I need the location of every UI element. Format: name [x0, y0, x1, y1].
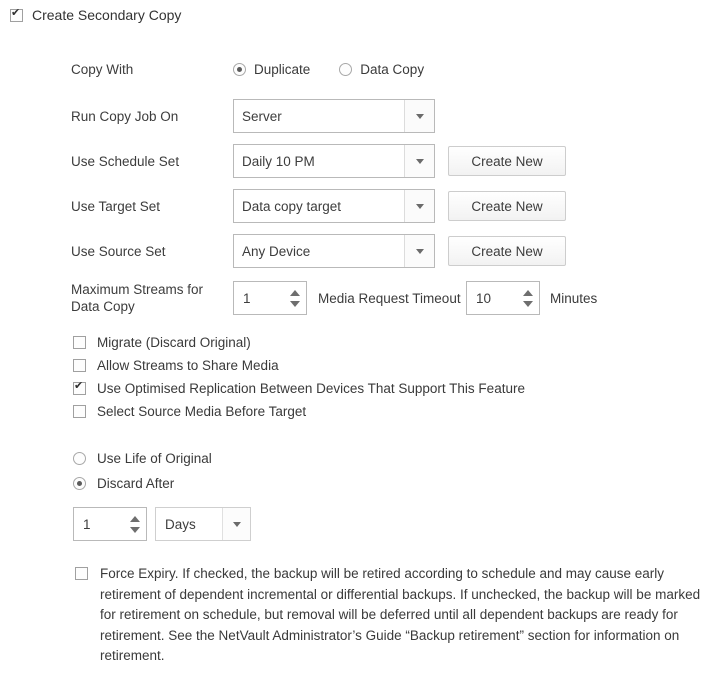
schedule-set-row — [71, 144, 691, 178]
create-new-source-set-button[interactable]: Create New — [448, 236, 566, 266]
option-allow-streams-share-media[interactable] — [73, 354, 525, 377]
retirement-option-label: Discard After — [97, 476, 175, 491]
copy-with-row — [71, 50, 691, 88]
checkbox-force-expiry[interactable] — [75, 567, 88, 580]
copy-with-option-data-copy[interactable] — [339, 62, 424, 77]
chevron-down-icon[interactable] — [404, 190, 434, 222]
max-streams-spin-buttons[interactable] — [288, 282, 302, 314]
discard-after-unit-select[interactable] — [155, 507, 251, 541]
copy-with-option-duplicate[interactable] — [233, 62, 310, 77]
radio-discard-after[interactable] — [73, 477, 86, 490]
copy-with-label: Copy With — [71, 61, 134, 77]
discard-after-unit-value: Days — [165, 516, 196, 532]
spinner-down-icon[interactable] — [290, 301, 300, 307]
secondary-copy-options-list — [73, 331, 525, 423]
max-streams-label: Maximum Streams for Data Copy — [71, 282, 204, 314]
media-request-timeout-label: Media Request Timeout — [318, 290, 461, 306]
media-request-timeout-value: 10 — [476, 290, 492, 306]
source-set-row — [71, 234, 691, 268]
retirement-option-label: Use Life of Original — [97, 451, 212, 466]
radio-duplicate-label: Duplicate — [254, 61, 311, 77]
target-set-label: Use Target Set — [71, 198, 161, 214]
media-request-timeout-stepper[interactable] — [466, 281, 540, 315]
schedule-set-label: Use Schedule Set — [71, 153, 180, 169]
checkbox-select-source-media-before-target[interactable] — [73, 405, 86, 418]
option-label: Use Optimised Replication Between Devices That Support This Feature — [97, 381, 525, 396]
retirement-option-use-life-of-original[interactable] — [73, 446, 212, 471]
run-copy-job-on-select[interactable] — [233, 99, 435, 133]
chevron-down-icon[interactable] — [222, 508, 250, 540]
create-secondary-copy-checkbox[interactable] — [10, 9, 23, 22]
media-request-timeout-unit: Minutes — [550, 290, 598, 306]
discard-after-value: 1 — [83, 516, 91, 532]
run-copy-job-on-label: Run Copy Job On — [71, 108, 179, 124]
target-set-select[interactable] — [233, 189, 435, 223]
checkbox-use-optimised-replication[interactable] — [73, 382, 86, 395]
checkbox-allow-streams-share-media[interactable] — [73, 359, 86, 372]
chevron-down-icon[interactable] — [404, 235, 434, 267]
media-request-timeout-spin-buttons[interactable] — [521, 282, 535, 314]
spinner-up-icon[interactable] — [290, 290, 300, 296]
max-streams-value: 1 — [243, 290, 251, 306]
checkbox-migrate-discard-original[interactable] — [73, 336, 86, 349]
radio-use-life-of-original[interactable] — [73, 452, 86, 465]
target-set-row — [71, 189, 691, 223]
run-copy-job-on-row — [71, 99, 691, 133]
schedule-set-value: Daily 10 PM — [242, 153, 315, 169]
spinner-down-icon[interactable] — [523, 301, 533, 307]
force-expiry-description: Force Expiry. If checked, the backup will be retired according to schedule and may cause early retirement of dependent incremental or differential backups. If unchecked, the backup will be marked for retirement on schedule, but removal will be deferred until all dependent backups are ready for retirement. See the NetVault Administrator’s Guide “Backup retirement” section for information on retirement. — [100, 566, 701, 663]
force-expiry-row[interactable] — [75, 564, 709, 667]
run-copy-job-on-value: Server — [242, 108, 282, 124]
schedule-set-select[interactable] — [233, 144, 435, 178]
source-set-select[interactable] — [233, 234, 435, 268]
create-new-schedule-set-button[interactable]: Create New — [448, 146, 566, 176]
option-use-optimised-replication[interactable] — [73, 377, 525, 400]
option-label: Select Source Media Before Target — [97, 404, 307, 419]
target-set-value: Data copy target — [242, 198, 342, 214]
discard-after-controls — [73, 507, 251, 541]
discard-after-spin-buttons[interactable] — [128, 508, 142, 540]
max-streams-stepper[interactable] — [233, 281, 307, 315]
source-set-label: Use Source Set — [71, 243, 166, 259]
spinner-up-icon[interactable] — [130, 516, 140, 522]
radio-data-copy[interactable] — [339, 63, 352, 76]
chevron-down-icon[interactable] — [404, 145, 434, 177]
spinner-up-icon[interactable] — [523, 290, 533, 296]
copy-with-radio-group — [233, 62, 453, 77]
option-select-source-media-before-target[interactable] — [73, 400, 525, 423]
radio-data-copy-label: Data Copy — [360, 61, 425, 77]
retirement-radio-group — [73, 446, 212, 496]
chevron-down-icon[interactable] — [404, 100, 434, 132]
option-label: Allow Streams to Share Media — [97, 358, 279, 373]
retirement-option-discard-after[interactable] — [73, 471, 212, 496]
option-label: Migrate (Discard Original) — [97, 335, 251, 350]
radio-duplicate[interactable] — [233, 63, 246, 76]
secondary-copy-form — [71, 50, 691, 315]
discard-after-stepper[interactable] — [73, 507, 147, 541]
page-title: Create Secondary Copy — [32, 7, 182, 23]
spinner-down-icon[interactable] — [130, 527, 140, 533]
source-set-value: Any Device — [242, 243, 311, 259]
create-new-target-set-button[interactable]: Create New — [448, 191, 566, 221]
streams-and-timeout-row — [71, 281, 691, 315]
option-migrate-discard-original[interactable] — [73, 331, 525, 354]
create-secondary-copy-toggle-row — [10, 7, 181, 23]
